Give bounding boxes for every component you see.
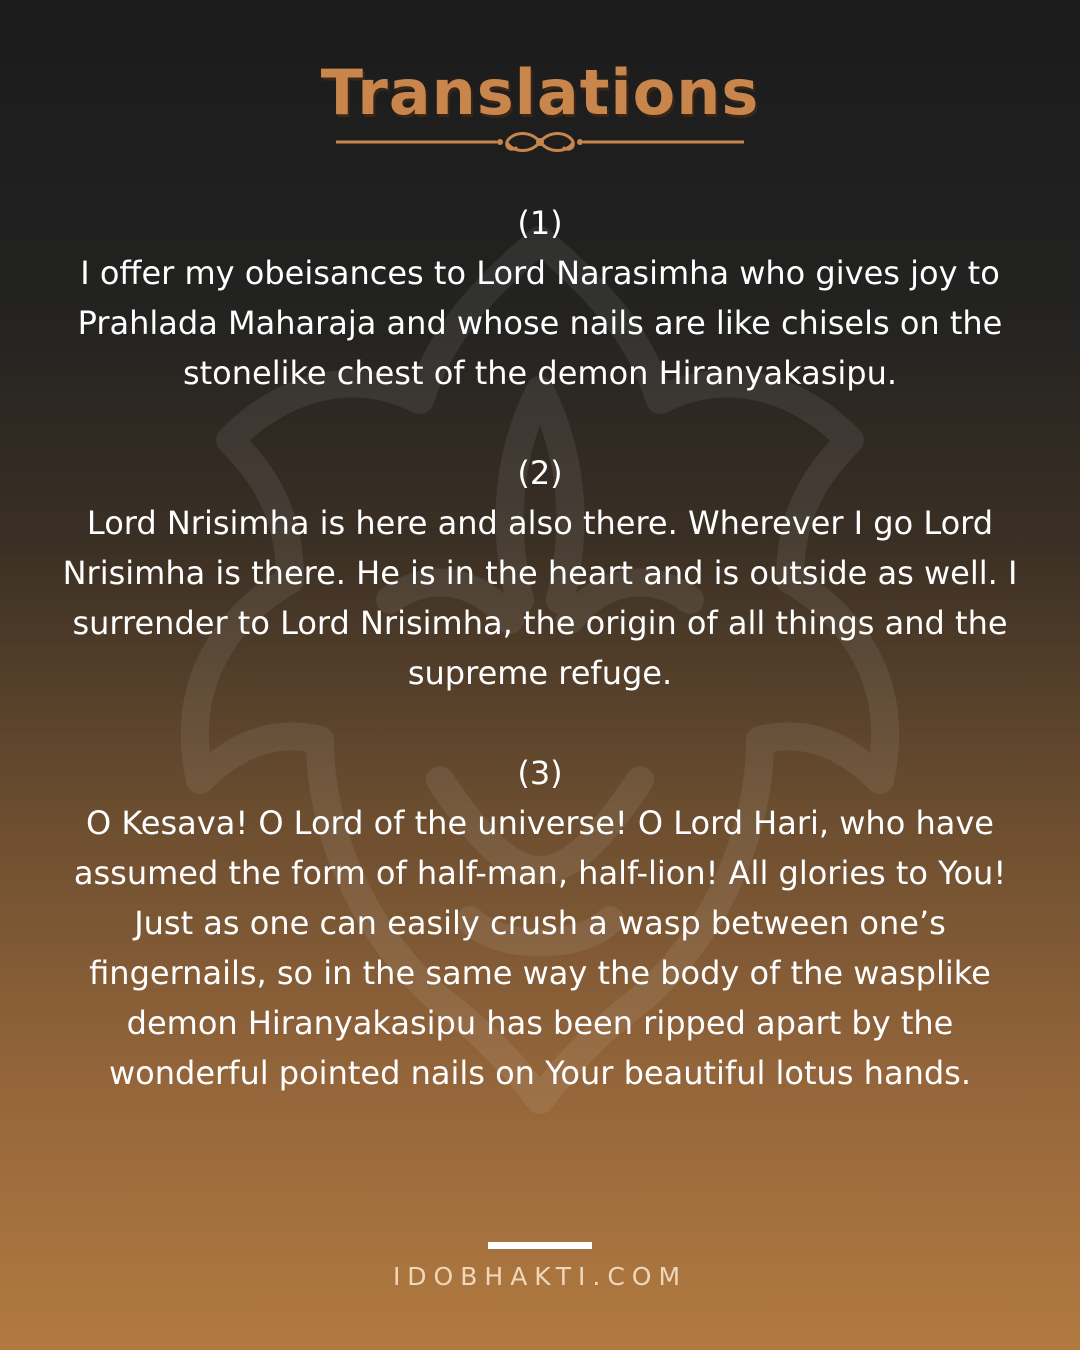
verse-number: (1)	[517, 204, 563, 242]
verse-text: I offer my obeisances to Lord Narasimha who gives joy to Prahlada Maharaja and whose nails are like chisels on the stonelike chest of the demon Hiranyakasipu.	[77, 254, 1003, 392]
verse-number: (3)	[517, 754, 563, 792]
footer-divider	[488, 1242, 592, 1249]
page-title: Translations	[320, 56, 760, 129]
verse-3	[60, 748, 1020, 1098]
footer-website-link[interactable]: IDOBHAKTI.COM	[392, 1262, 688, 1291]
verse-text: O Kesava! O Lord of the universe! O Lord Hari, who have assumed the form of half-man, half-lion! All glories to You! Just as one can easily crush a wasp between one’s fingernails, so in the same way the body of the wasplike demon Hiranyakasipu has been ripped apart by the wonderful pointed nails on Your beautiful lotus hands.	[73, 804, 1007, 1092]
verse-text: Lord Nrisimha is here and also there. Wherever I go Lord Nrisimha is there. He is in the heart and is outside as well. I surrender to Lord Nrisimha, the origin of all things and the supreme refuge.	[62, 504, 1018, 692]
verse-number: (2)	[517, 454, 563, 492]
verse-1	[60, 198, 1020, 398]
verse-2	[60, 448, 1020, 698]
flourish-ornament-icon	[336, 126, 744, 158]
translations-content	[60, 198, 1020, 1148]
